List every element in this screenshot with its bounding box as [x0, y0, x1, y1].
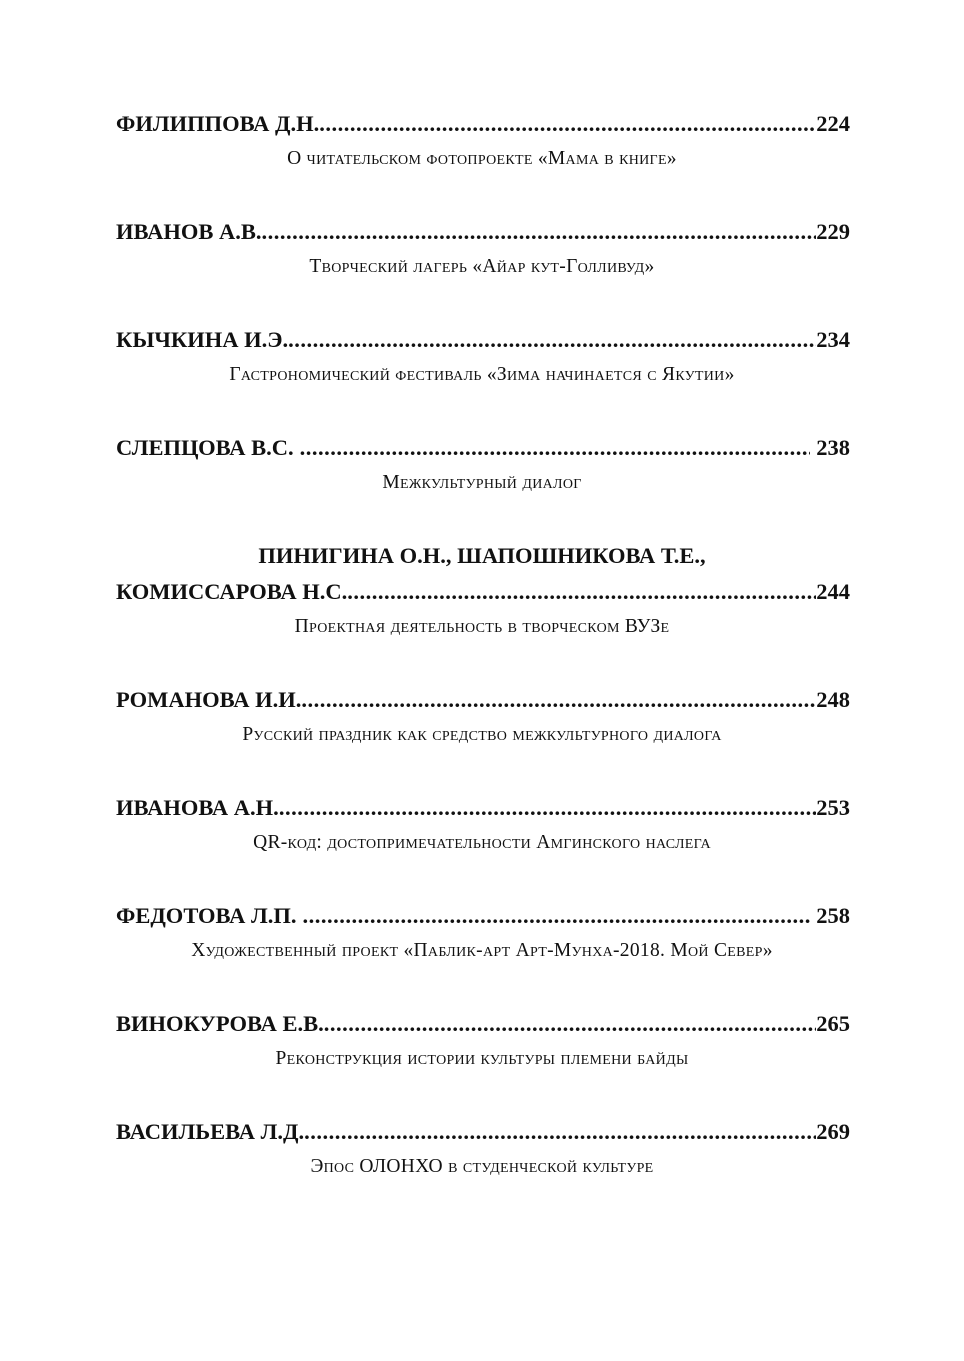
page-number: 244: [816, 579, 850, 604]
page-number: 234: [816, 327, 850, 352]
author-name: КОМИССАРОВА Н.С.: [116, 579, 348, 604]
article-title: Творческий лагерь «Айар кут-Голливуд»: [309, 256, 655, 277]
dot-leader: [319, 109, 816, 139]
author-name: ВАСИЛЬЕВА Л.Д.: [116, 1119, 305, 1144]
toc-author-line: [116, 217, 850, 247]
toc-author-line: [116, 433, 850, 463]
page-number: 229: [816, 219, 850, 244]
toc-author-line: [116, 109, 850, 139]
page-number: 238: [816, 435, 850, 460]
dot-leader: [304, 1117, 816, 1147]
toc-author-line: [116, 577, 850, 607]
page-number: 269: [816, 1119, 850, 1144]
dot-leader: [347, 577, 816, 607]
author-name: ИВАНОВА А.Н.: [116, 795, 279, 820]
dot-leader: [261, 217, 816, 247]
author-name: ФИЛИППОВА Д.Н.: [116, 111, 320, 136]
dot-leader: [324, 1009, 817, 1039]
toc-author-line: [116, 1009, 850, 1039]
page-number: 253: [816, 795, 850, 820]
author-name: РОМАНОВА И.И.: [116, 687, 302, 712]
author-name: ВИНОКУРОВА Е.В.: [116, 1011, 324, 1036]
toc-author-line: [116, 325, 850, 355]
article-title: Проектная деятельность в творческом ВУЗе: [294, 616, 670, 637]
author-name: КЫЧКИНА И.Э.: [116, 327, 289, 352]
author-name: СЛЕПЦОВА В.С.: [116, 435, 294, 460]
author-name: ИВАНОВ А.В.: [116, 219, 262, 244]
author-names-line: ПИНИГИНА О.Н., ШАПОШНИКОВА Т.Е.,: [258, 543, 706, 568]
dot-leader: [303, 901, 811, 931]
toc-author-line: [116, 1117, 850, 1147]
article-title: О читательском фотопроекте «Мама в книге»: [287, 148, 677, 169]
dot-leader: [301, 685, 816, 715]
page-number: 265: [816, 1011, 850, 1036]
article-title: Межкультурный диалог: [382, 472, 582, 493]
page-number: 224: [816, 111, 850, 136]
article-title: Художественный проект «Паблик-арт Арт-Мунха-2018. Мой Север»: [191, 940, 773, 961]
toc-author-line: [116, 793, 850, 823]
article-title: Русский праздник как средство межкультурного диалога: [242, 724, 722, 745]
article-title: Эпос ОЛОНХО в студенческой культуре: [310, 1156, 654, 1177]
toc-author-line: [116, 685, 850, 715]
dot-leader: [288, 325, 816, 355]
article-title: Гастрономический фестиваль «Зима начинается с Якутии»: [229, 364, 735, 385]
dot-leader: [279, 793, 816, 823]
article-title: QR-код: достопримечательности Амгинского наслега: [253, 832, 711, 853]
toc-author-line: [116, 901, 850, 931]
dot-leader: [300, 433, 811, 463]
article-title: Реконструкция истории культуры племени байды: [275, 1048, 689, 1069]
page-number: 248: [816, 687, 850, 712]
page-number: 258: [816, 903, 850, 928]
author-name: ФЕДОТОВА Л.П.: [116, 903, 297, 928]
